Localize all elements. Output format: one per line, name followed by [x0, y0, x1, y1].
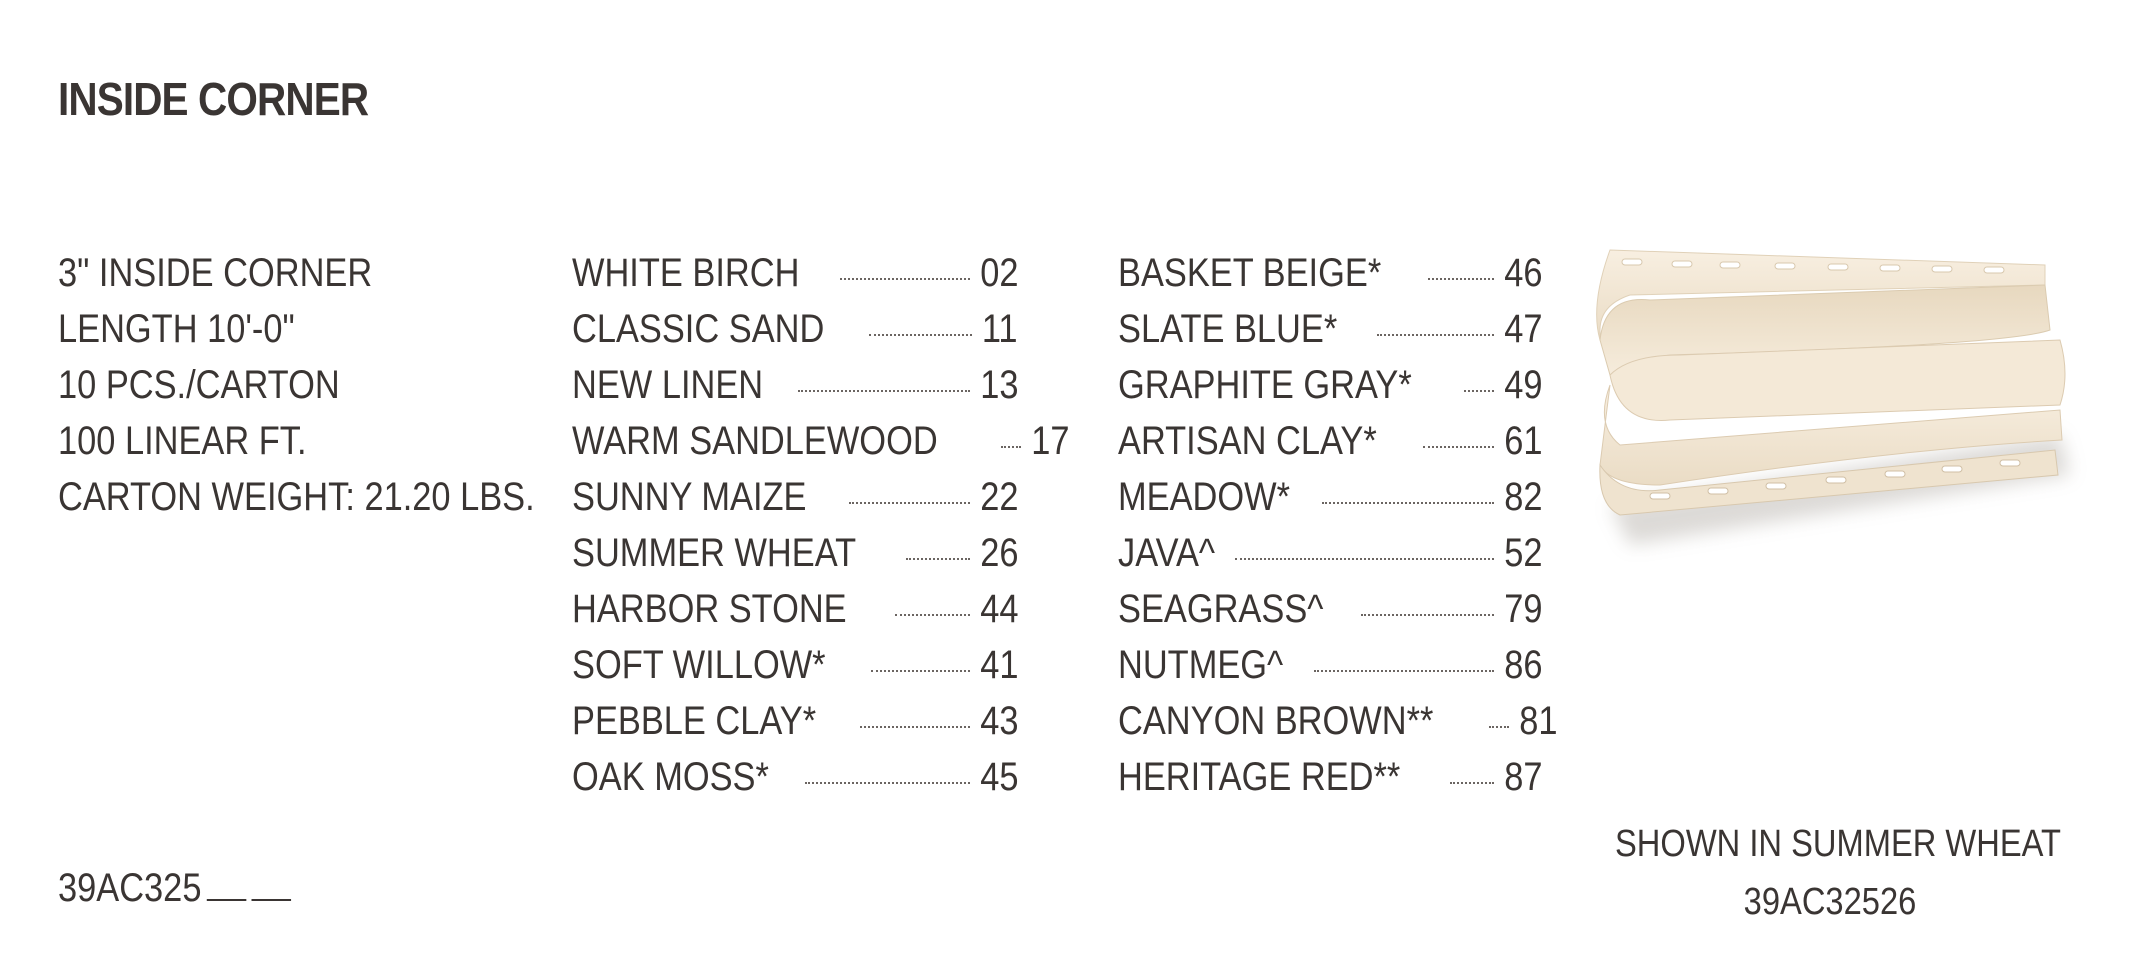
color-code: 26	[979, 531, 1018, 575]
color-name: SLATE BLUE*	[1118, 307, 1338, 351]
color-name: SEAGRASS^	[1118, 587, 1324, 631]
caption-number-line: 39AC32526	[1743, 881, 1917, 923]
color-row	[1118, 637, 1542, 693]
color-code: 81	[1518, 699, 1558, 743]
color-name: NEW LINEN	[572, 363, 764, 407]
color-code: 13	[979, 363, 1018, 407]
color-code: 43	[979, 699, 1018, 743]
color-list-left	[572, 245, 1070, 805]
color-name: BASKET BEIGE*	[1118, 251, 1382, 295]
dot-leader	[869, 334, 972, 336]
product-number	[58, 866, 291, 911]
color-name: JAVA^	[1118, 531, 1216, 575]
product-number-prefix: 39AC325	[58, 866, 202, 910]
page-title: INSIDE CORNER	[58, 73, 369, 125]
spec-line: 3" INSIDE CORNER	[58, 251, 373, 295]
dot-leader	[840, 278, 969, 280]
color-row	[572, 301, 1018, 357]
color-row	[1118, 469, 1542, 525]
color-name: ARTISAN CLAY*	[1118, 419, 1377, 463]
color-name: MEADOW*	[1118, 475, 1290, 519]
color-row	[1118, 245, 1542, 301]
color-row	[572, 637, 1018, 693]
inside-corner-trim-image	[1590, 235, 2090, 565]
color-code: 86	[1503, 643, 1542, 687]
dot-leader	[1314, 670, 1493, 672]
color-name: SUNNY MAIZE	[572, 475, 807, 519]
color-row	[1118, 357, 1542, 413]
color-row	[1118, 749, 1542, 805]
color-row	[1118, 413, 1542, 469]
color-name: WHITE BIRCH	[572, 251, 800, 295]
color-row	[1118, 525, 1542, 581]
spec-line: 100 LINEAR FT.	[58, 419, 307, 463]
caption-color-line: SHOWN IN SUMMER WHEAT	[1615, 823, 2062, 865]
color-code: 79	[1503, 587, 1542, 631]
dot-leader	[1377, 334, 1494, 336]
dot-leader	[849, 502, 970, 504]
dot-leader	[1322, 502, 1494, 504]
color-row	[572, 749, 1018, 805]
color-row	[572, 245, 1018, 301]
dot-leader	[1001, 446, 1021, 448]
image-caption	[1580, 815, 2080, 931]
color-row	[572, 469, 1018, 525]
color-code-blank	[251, 869, 291, 901]
color-name: CANYON BROWN**	[1118, 699, 1434, 743]
dot-leader	[1235, 558, 1494, 560]
dot-leader	[1450, 782, 1493, 784]
color-code: 87	[1503, 755, 1542, 799]
color-row	[572, 357, 1018, 413]
color-name: GRAPHITE GRAY*	[1118, 363, 1412, 407]
color-name: SOFT WILLOW*	[572, 643, 826, 687]
color-name: HARBOR STONE	[572, 587, 847, 631]
spec-line: LENGTH 10'-0"	[58, 307, 295, 351]
color-row	[1118, 301, 1542, 357]
dot-leader	[906, 558, 969, 560]
color-name: SUMMER WHEAT	[572, 531, 857, 575]
color-name: WARM SANDLEWOOD	[572, 419, 938, 463]
color-row	[572, 581, 1018, 637]
color-code: 45	[979, 755, 1018, 799]
spec-list	[58, 245, 535, 525]
dot-leader	[798, 390, 969, 392]
color-code: 49	[1503, 363, 1542, 407]
color-row	[572, 693, 1018, 749]
dot-leader	[1489, 726, 1509, 728]
color-code: 61	[1503, 419, 1542, 463]
color-code: 17	[1031, 419, 1070, 463]
color-code: 02	[979, 251, 1018, 295]
color-row	[1118, 693, 1558, 749]
dot-leader	[871, 670, 970, 672]
color-code: 44	[979, 587, 1018, 631]
color-code-blank	[207, 869, 247, 901]
color-row	[572, 525, 1018, 581]
color-code: 47	[1503, 307, 1542, 351]
color-name: PEBBLE CLAY*	[572, 699, 817, 743]
color-name: OAK MOSS*	[572, 755, 769, 799]
color-code: 46	[1503, 251, 1542, 295]
spec-line: CARTON WEIGHT: 21.20 LBS.	[58, 475, 535, 519]
dot-leader	[1423, 446, 1494, 448]
color-name: NUTMEG^	[1118, 643, 1284, 687]
color-row	[1118, 581, 1542, 637]
color-code: 52	[1503, 531, 1542, 575]
color-code: 82	[1503, 475, 1542, 519]
color-code: 41	[979, 643, 1018, 687]
spec-line: 10 PCS./CARTON	[58, 363, 340, 407]
color-name: CLASSIC SAND	[572, 307, 825, 351]
color-code: 11	[982, 307, 1018, 351]
color-code: 22	[979, 475, 1018, 519]
dot-leader	[1361, 614, 1494, 616]
color-name: HERITAGE RED**	[1118, 755, 1401, 799]
color-row	[572, 413, 1070, 469]
dot-leader	[1428, 278, 1493, 280]
color-list-right	[1118, 245, 1558, 805]
dot-leader	[860, 726, 970, 728]
dot-leader	[1464, 390, 1494, 392]
dot-leader	[895, 614, 969, 616]
dot-leader	[805, 782, 970, 784]
